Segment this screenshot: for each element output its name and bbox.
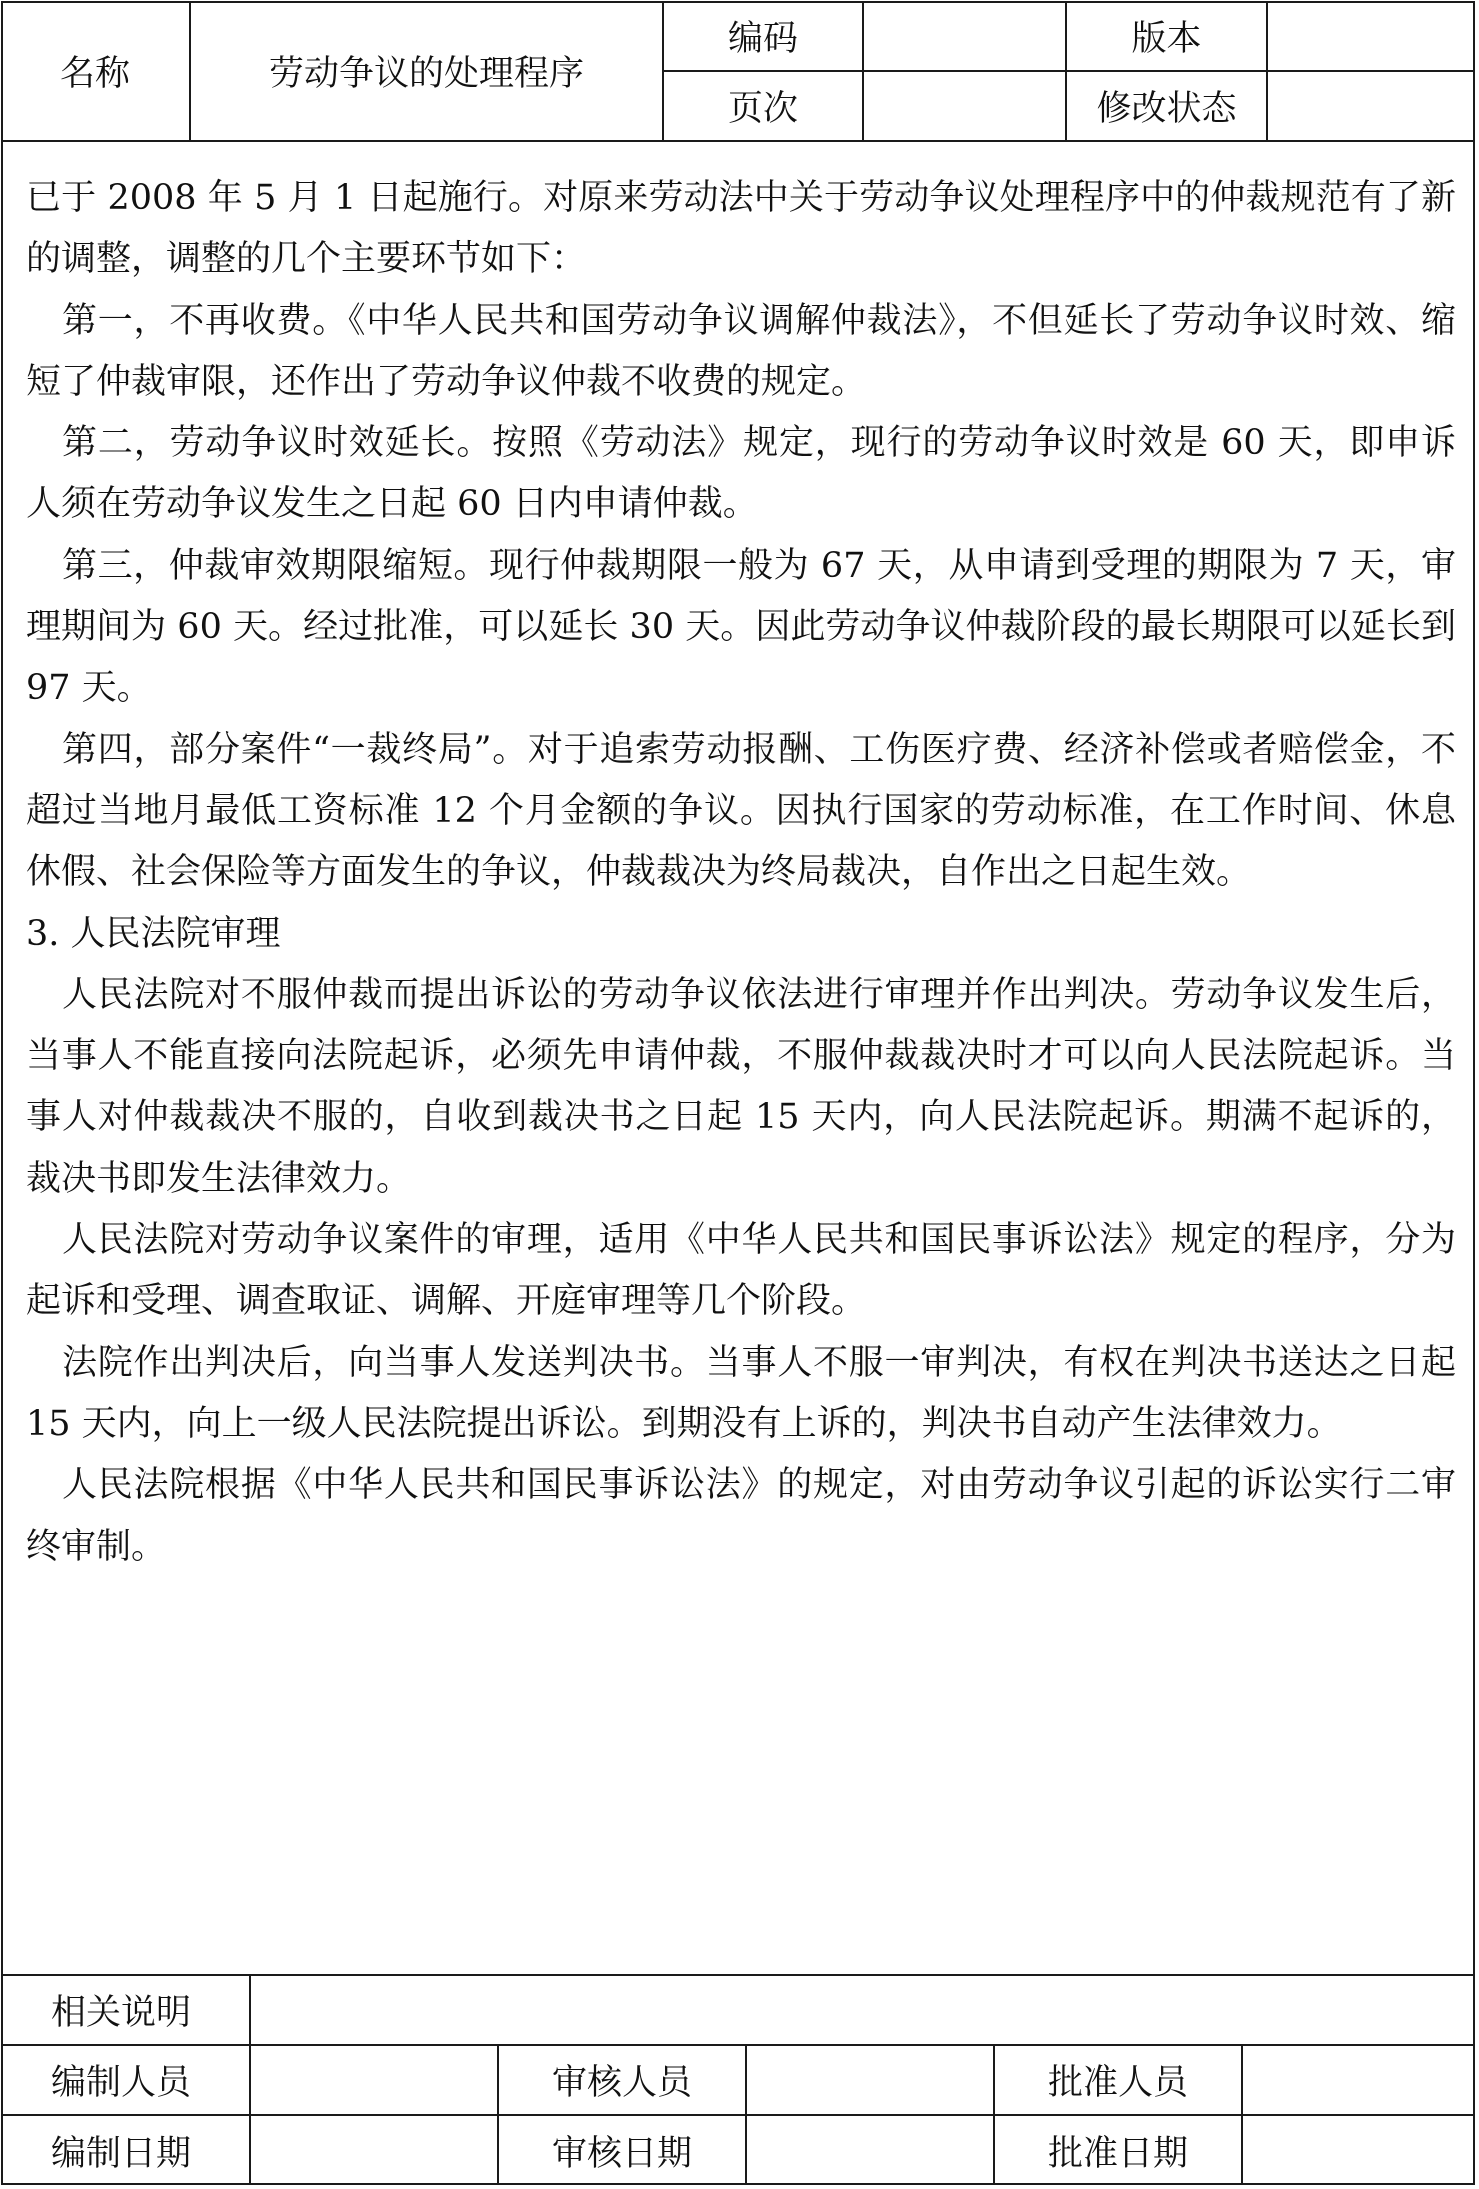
paragraph: 第三，仲裁审效期限缩短。现行仲裁期限一般为 67 天，从申请到受理的期限为 7 天，审理期间为 60 天。经过批准，可以延长 30 天。因此劳动争议仲裁阶段的最长期限可以延长到 97 天。 <box>26 545 1456 709</box>
paragraph: 人民法院根据《中华人民共和国民事诉讼法》的规定，对由劳动争议引起的诉讼实行二审终审制。 <box>26 1465 1456 1567</box>
code-label: 编码 <box>663 1 863 71</box>
paragraph: 法院作出判决后，向当事人发送判决书。当事人不服一审判决，有权在判决书送达之日起 15 天内，向上一级人民法院提出诉讼。到期没有上诉的，判决书自动产生法律效力。 <box>26 1342 1456 1444</box>
document-title: 劳动争议的处理程序 <box>190 1 663 141</box>
revision-value <box>1267 71 1475 141</box>
editor-label: 编制人员 <box>1 2045 250 2115</box>
page-label: 页次 <box>663 71 863 141</box>
paragraph: 第一，不再收费。《中华人民共和国劳动争议调解仲裁法》，不但延长了劳动争议时效、缩短了仲裁审限，还作出了劳动争议仲裁不收费的规定。 <box>26 300 1456 402</box>
version-label: 版本 <box>1066 1 1267 71</box>
paragraph: 人民法院对不服仲裁而提出诉讼的劳动争议依法进行审理并作出判决。劳动争议发生后，当事人不能直接向法院起诉，必须先申请仲裁，不服仲裁裁决时才可以向人民法院起诉。当事人对仲裁裁决不服的，自收到裁决书之日起 15 天内，向人民法院起诉。期满不起诉的，裁决书即发生法律效力。 <box>26 974 1456 1199</box>
footer-table <box>1 1974 1475 2185</box>
header-table <box>1 1 1475 142</box>
notes-value <box>250 1975 1475 2045</box>
paragraph: 已于 2008 年 5 月 1 日起施行。对原来劳动法中关于劳动争议处理程序中的仲裁规范有了新的调整，调整的几个主要环节如下： <box>26 178 1456 280</box>
paragraph: 第二，劳动争议时效延长。按照《劳动法》规定，现行的劳动争议时效是 60 天，即申诉人须在劳动争议发生之日起 60 日内申请仲裁。 <box>26 423 1456 525</box>
code-value <box>863 1 1066 71</box>
section-heading: 3. 人民法院审理 <box>26 913 281 954</box>
page-value <box>863 71 1066 141</box>
review-date-label: 审核日期 <box>498 2115 746 2185</box>
approve-date-label: 批准日期 <box>994 2115 1242 2185</box>
approve-date-value <box>1242 2115 1475 2185</box>
body-content <box>26 168 1456 1578</box>
edit-date-label: 编制日期 <box>1 2115 250 2185</box>
edit-date-value <box>250 2115 498 2185</box>
editor-value <box>250 2045 498 2115</box>
paragraph: 人民法院对劳动争议案件的审理，适用《中华人民共和国民事诉讼法》规定的程序，分为起诉和受理、调查取证、调解、开庭审理等几个阶段。 <box>26 1220 1456 1322</box>
reviewer-label: 审核人员 <box>498 2045 746 2115</box>
paragraph: 第四，部分案件“一裁终局”。对于追索劳动报酬、工伤医疗费、经济补偿或者赔偿金，不超过当地月最低工资标准 12 个月金额的争议。因执行国家的劳动标准，在工作时间、休息休假、社会保险等方面发生的争议，仲裁裁决为终局裁决，自作出之日起生效。 <box>26 729 1456 893</box>
review-date-value <box>746 2115 994 2185</box>
approver-label: 批准人员 <box>994 2045 1242 2115</box>
approver-value <box>1242 2045 1475 2115</box>
version-value <box>1267 1 1475 71</box>
notes-label: 相关说明 <box>1 1975 250 2045</box>
name-label: 名称 <box>1 1 190 141</box>
reviewer-value <box>746 2045 994 2115</box>
revision-label: 修改状态 <box>1066 71 1267 141</box>
